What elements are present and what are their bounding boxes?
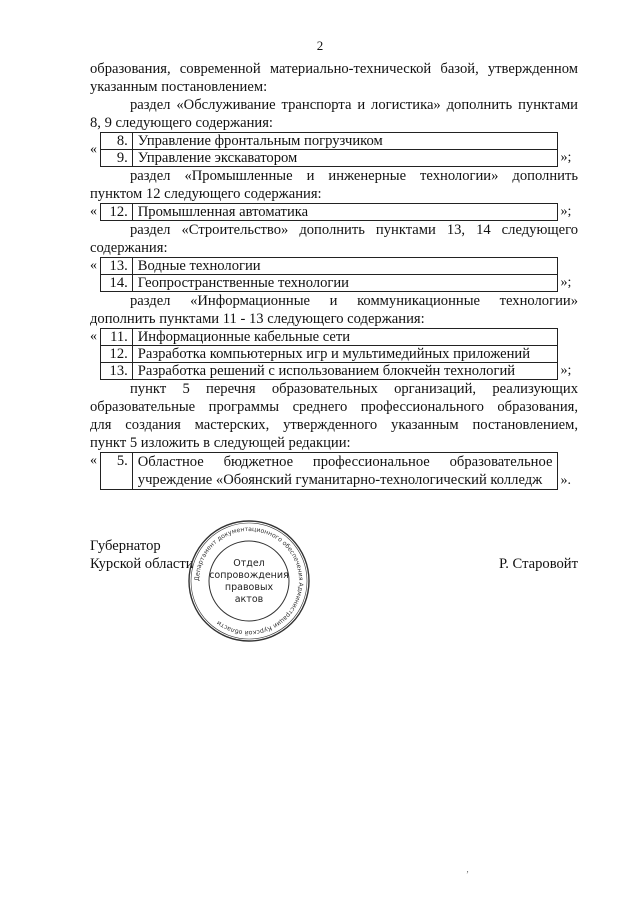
row-text: Промышленная автоматика [132, 204, 558, 221]
section-heading: раздел «Промышленные и инженерные технологии» дополнить [130, 168, 578, 184]
close-quote: »; [560, 204, 572, 219]
row-number: 9. [100, 150, 132, 167]
table-row [100, 329, 558, 346]
insert-table-block [90, 452, 578, 490]
open-quote: « [90, 329, 97, 344]
insert-table [100, 132, 559, 167]
svg-text:Департамент документационного: Департамент документационного обеспечения Администрации Курской области [193, 525, 305, 637]
section-heading-cont: 8, 9 следующего содержания: [90, 115, 273, 131]
insert-table-block [90, 203, 578, 221]
row-text: Информационные кабельные сети [132, 329, 558, 346]
insert-table-block [90, 257, 578, 292]
close-quote: ». [560, 473, 571, 488]
row-text-line: учреждение «Обоянский гуманитарно-технологический колледж [137, 472, 543, 488]
section-heading: раздел «Обслуживание транспорта и логистика» дополнить пунктами [130, 97, 578, 113]
table-row [100, 258, 558, 275]
row-text: Геопространственные технологии [132, 275, 558, 292]
svg-text:правовых: правовых [224, 582, 274, 593]
signature-title [90, 537, 194, 573]
text-line: образовательные программы среднего профессионального образования, [90, 399, 578, 415]
close-quote: »; [560, 363, 572, 378]
close-quote: »; [560, 150, 572, 165]
open-quote: « [90, 453, 97, 468]
row-number: 12. [100, 204, 132, 221]
open-quote: « [90, 258, 97, 273]
document-body [90, 60, 578, 490]
table-row [100, 363, 558, 380]
insert-table [100, 452, 559, 490]
row-text: Водные технологии [132, 258, 558, 275]
text-line: пункт 5 перечня образовательных организаций, реализующих [130, 381, 578, 397]
table-row [100, 275, 558, 292]
row-text: Управление фронтальным погрузчиком [132, 133, 558, 150]
seal-stamp [186, 518, 312, 644]
row-text: Разработка решений с использованием блокчейн технологий [132, 363, 558, 380]
svg-text:актов: актов [234, 594, 264, 605]
table-row [100, 150, 558, 167]
insert-table-block [90, 328, 578, 380]
row-number: 8. [100, 133, 132, 150]
text-line: образования, современной материально-технической базой, утвержденном [90, 61, 578, 77]
row-number: 14. [100, 275, 132, 292]
signature-title-line: Губернатор [90, 538, 161, 554]
section-heading: раздел «Информационные и коммуникационные технологии» [130, 293, 578, 309]
insert-table [100, 257, 559, 292]
close-quote: »; [560, 275, 572, 290]
page-number: 2 [316, 38, 324, 53]
row-number: 5. [100, 453, 132, 490]
row-text: Управление экскаватором [132, 150, 558, 167]
section-heading-cont: содержания: [90, 240, 168, 256]
row-text-line: Областное бюджетное профессиональное образовательное [137, 454, 553, 470]
text-line: указанным постановлением: [90, 79, 268, 95]
row-number: 12. [100, 346, 132, 363]
section-heading-cont: пунктом 12 следующего содержания: [90, 186, 322, 202]
row-number: 11. [100, 329, 132, 346]
table-row [100, 453, 558, 490]
insert-table-block [90, 132, 578, 167]
signature-title-line: Курской области [90, 556, 194, 572]
section-heading: раздел «Строительство» дополнить пунктами 13, 14 следующего [130, 222, 578, 238]
insert-table [100, 328, 559, 380]
scan-mark: ‚ [466, 864, 469, 874]
table-row [100, 204, 558, 221]
text-line: пункт 5 изложить в следующей редакции: [90, 435, 351, 451]
row-number: 13. [100, 258, 132, 275]
insert-table [100, 203, 559, 221]
row-number: 13. [100, 363, 132, 380]
svg-text:Отдел: Отдел [233, 558, 265, 569]
table-row [100, 133, 558, 150]
signature-name: Р. Старовойт [498, 556, 578, 572]
table-row [100, 346, 558, 363]
open-quote: « [90, 204, 97, 219]
row-text: Разработка компьютерных игр и мультимедийных приложений [132, 346, 558, 363]
text-line: для создания мастерских, утвержденного указанным постановлением, [90, 417, 578, 433]
open-quote: « [90, 141, 97, 157]
section-heading-cont: дополнить пунктами 11 - 13 следующего содержания: [90, 311, 425, 327]
row-text [132, 453, 558, 490]
svg-text:сопровождения: сопровождения [209, 570, 289, 581]
